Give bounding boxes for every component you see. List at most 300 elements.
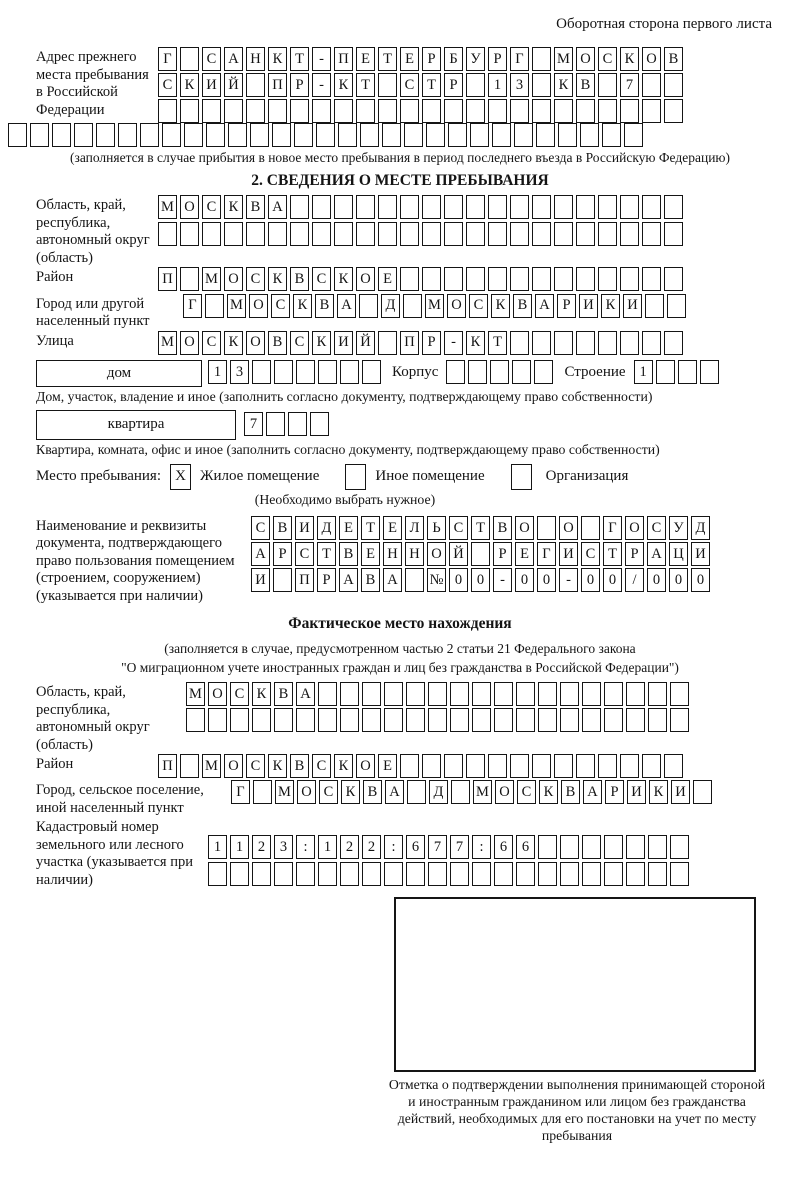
- char-box[interactable]: [378, 73, 397, 97]
- char-box[interactable]: А: [647, 542, 666, 566]
- char-box[interactable]: [678, 360, 697, 384]
- char-box[interactable]: [582, 835, 601, 859]
- char-box[interactable]: О: [625, 516, 644, 540]
- char-box[interactable]: [516, 682, 535, 706]
- char-box[interactable]: [470, 123, 489, 147]
- char-box[interactable]: [576, 195, 595, 219]
- char-box[interactable]: [534, 360, 553, 384]
- char-box[interactable]: 7: [244, 412, 263, 436]
- char-box[interactable]: О: [246, 331, 265, 355]
- char-box[interactable]: [670, 682, 689, 706]
- char-box[interactable]: К: [334, 267, 353, 291]
- char-box[interactable]: 1: [488, 73, 507, 97]
- char-box[interactable]: [554, 267, 573, 291]
- char-box[interactable]: [252, 360, 271, 384]
- char-box[interactable]: [642, 195, 661, 219]
- char-box[interactable]: Г: [158, 47, 177, 71]
- char-box[interactable]: С: [202, 47, 221, 71]
- char-box[interactable]: [403, 294, 422, 318]
- char-box[interactable]: [162, 123, 181, 147]
- char-box[interactable]: [428, 862, 447, 886]
- char-box[interactable]: К: [341, 780, 360, 804]
- char-box[interactable]: [444, 754, 463, 778]
- char-box[interactable]: [180, 99, 199, 123]
- char-box[interactable]: [228, 123, 247, 147]
- char-box[interactable]: С: [230, 682, 249, 706]
- char-box[interactable]: [510, 754, 529, 778]
- char-box[interactable]: И: [295, 516, 314, 540]
- char-box[interactable]: [180, 267, 199, 291]
- char-box[interactable]: [407, 780, 426, 804]
- char-box[interactable]: В: [513, 294, 532, 318]
- char-box[interactable]: 0: [537, 568, 556, 592]
- char-box[interactable]: [598, 331, 617, 355]
- char-box[interactable]: [466, 222, 485, 246]
- char-box[interactable]: М: [202, 754, 221, 778]
- char-box[interactable]: 7: [450, 835, 469, 859]
- char-box[interactable]: [230, 708, 249, 732]
- char-box[interactable]: 0: [669, 568, 688, 592]
- char-box[interactable]: [180, 222, 199, 246]
- char-box[interactable]: 0: [647, 568, 666, 592]
- char-box[interactable]: 1: [318, 835, 337, 859]
- char-box[interactable]: [202, 222, 221, 246]
- char-box[interactable]: 1: [634, 360, 653, 384]
- char-box[interactable]: А: [385, 780, 404, 804]
- char-box[interactable]: 6: [516, 835, 535, 859]
- char-box[interactable]: Р: [444, 73, 463, 97]
- char-box[interactable]: [560, 708, 579, 732]
- char-box[interactable]: О: [180, 195, 199, 219]
- char-box[interactable]: [626, 835, 645, 859]
- char-box[interactable]: [670, 708, 689, 732]
- char-box[interactable]: Е: [383, 516, 402, 540]
- char-box[interactable]: [208, 862, 227, 886]
- char-box[interactable]: [554, 754, 573, 778]
- char-box[interactable]: [406, 682, 425, 706]
- char-box[interactable]: [224, 99, 243, 123]
- char-box[interactable]: М: [186, 682, 205, 706]
- char-box[interactable]: С: [581, 542, 600, 566]
- char-box[interactable]: 1: [230, 835, 249, 859]
- char-box[interactable]: В: [290, 267, 309, 291]
- char-box[interactable]: [296, 360, 315, 384]
- char-box[interactable]: [510, 195, 529, 219]
- char-box[interactable]: П: [400, 331, 419, 355]
- char-box[interactable]: [52, 123, 71, 147]
- char-box[interactable]: [532, 754, 551, 778]
- char-box[interactable]: [554, 222, 573, 246]
- char-box[interactable]: [384, 682, 403, 706]
- char-box[interactable]: [648, 682, 667, 706]
- char-box[interactable]: [359, 294, 378, 318]
- char-box[interactable]: [338, 123, 357, 147]
- char-box[interactable]: [598, 195, 617, 219]
- char-box[interactable]: 3: [230, 360, 249, 384]
- char-box[interactable]: [428, 682, 447, 706]
- char-box[interactable]: И: [202, 73, 221, 97]
- char-box[interactable]: 6: [494, 835, 513, 859]
- char-box[interactable]: [576, 222, 595, 246]
- char-box[interactable]: [624, 123, 643, 147]
- char-box[interactable]: -: [312, 73, 331, 97]
- char-box[interactable]: [310, 412, 329, 436]
- char-box[interactable]: [362, 862, 381, 886]
- char-box[interactable]: :: [296, 835, 315, 859]
- char-box[interactable]: [560, 862, 579, 886]
- char-box[interactable]: Ц: [669, 542, 688, 566]
- char-box[interactable]: [642, 331, 661, 355]
- char-box[interactable]: С: [312, 754, 331, 778]
- char-box[interactable]: [554, 99, 573, 123]
- char-box[interactable]: В: [561, 780, 580, 804]
- char-box[interactable]: -: [444, 331, 463, 355]
- char-box[interactable]: [492, 123, 511, 147]
- char-box[interactable]: [158, 222, 177, 246]
- char-box[interactable]: [362, 360, 381, 384]
- char-box[interactable]: [468, 360, 487, 384]
- char-box[interactable]: [446, 360, 465, 384]
- char-box[interactable]: [312, 195, 331, 219]
- char-box[interactable]: [290, 99, 309, 123]
- char-box[interactable]: [604, 708, 623, 732]
- char-box[interactable]: [642, 754, 661, 778]
- char-box[interactable]: В: [290, 754, 309, 778]
- char-box[interactable]: Е: [361, 542, 380, 566]
- char-box[interactable]: [356, 222, 375, 246]
- char-box[interactable]: [538, 682, 557, 706]
- char-box[interactable]: [488, 195, 507, 219]
- char-box[interactable]: О: [559, 516, 578, 540]
- char-box[interactable]: [184, 123, 203, 147]
- char-box[interactable]: Г: [537, 542, 556, 566]
- char-box[interactable]: [30, 123, 49, 147]
- char-box[interactable]: К: [180, 73, 199, 97]
- char-box[interactable]: В: [361, 568, 380, 592]
- char-box[interactable]: [205, 294, 224, 318]
- char-box[interactable]: В: [274, 682, 293, 706]
- char-box[interactable]: К: [539, 780, 558, 804]
- char-box[interactable]: Д: [691, 516, 710, 540]
- char-box[interactable]: [598, 73, 617, 97]
- char-box[interactable]: П: [158, 754, 177, 778]
- char-box[interactable]: К: [620, 47, 639, 71]
- char-box[interactable]: [296, 862, 315, 886]
- char-box[interactable]: [406, 862, 425, 886]
- char-box[interactable]: [273, 568, 292, 592]
- char-box[interactable]: [340, 682, 359, 706]
- char-box[interactable]: [576, 754, 595, 778]
- char-box[interactable]: -: [312, 47, 331, 71]
- char-box[interactable]: [400, 267, 419, 291]
- char-box[interactable]: [422, 267, 441, 291]
- char-box[interactable]: [532, 222, 551, 246]
- char-box[interactable]: [560, 835, 579, 859]
- char-box[interactable]: [581, 516, 600, 540]
- char-box[interactable]: [626, 862, 645, 886]
- char-box[interactable]: [664, 331, 683, 355]
- char-box[interactable]: Д: [317, 516, 336, 540]
- char-box[interactable]: [488, 99, 507, 123]
- char-box[interactable]: С: [158, 73, 177, 97]
- char-box[interactable]: [224, 222, 243, 246]
- char-box[interactable]: [272, 123, 291, 147]
- char-box[interactable]: Г: [183, 294, 202, 318]
- char-box[interactable]: [8, 123, 27, 147]
- char-box[interactable]: К: [224, 331, 243, 355]
- char-box[interactable]: [642, 222, 661, 246]
- char-box[interactable]: [620, 195, 639, 219]
- char-box[interactable]: [378, 222, 397, 246]
- char-box[interactable]: [558, 123, 577, 147]
- char-box[interactable]: П: [334, 47, 353, 71]
- char-box[interactable]: [700, 360, 719, 384]
- char-box[interactable]: В: [664, 47, 683, 71]
- char-box[interactable]: [340, 360, 359, 384]
- char-box[interactable]: [186, 708, 205, 732]
- char-box[interactable]: С: [449, 516, 468, 540]
- char-box[interactable]: [450, 708, 469, 732]
- char-box[interactable]: -: [493, 568, 512, 592]
- char-box[interactable]: К: [334, 754, 353, 778]
- char-box[interactable]: [512, 360, 531, 384]
- char-box[interactable]: К: [334, 73, 353, 97]
- char-box[interactable]: [406, 708, 425, 732]
- char-box[interactable]: М: [473, 780, 492, 804]
- char-box[interactable]: К: [268, 267, 287, 291]
- char-box[interactable]: [312, 99, 331, 123]
- char-box[interactable]: [472, 682, 491, 706]
- char-box[interactable]: [532, 331, 551, 355]
- char-box[interactable]: [444, 195, 463, 219]
- char-box[interactable]: [400, 754, 419, 778]
- char-box[interactable]: А: [383, 568, 402, 592]
- char-box[interactable]: [246, 222, 265, 246]
- char-box[interactable]: [274, 708, 293, 732]
- char-box[interactable]: Т: [290, 47, 309, 71]
- char-box[interactable]: [180, 754, 199, 778]
- char-box[interactable]: И: [671, 780, 690, 804]
- char-box[interactable]: [538, 708, 557, 732]
- char-box[interactable]: [450, 682, 469, 706]
- char-box[interactable]: [576, 267, 595, 291]
- char-box[interactable]: Т: [488, 331, 507, 355]
- char-box[interactable]: Н: [383, 542, 402, 566]
- char-box[interactable]: Д: [381, 294, 400, 318]
- char-box[interactable]: Й: [449, 542, 468, 566]
- char-box[interactable]: И: [559, 542, 578, 566]
- char-box[interactable]: [400, 99, 419, 123]
- char-box[interactable]: В: [246, 195, 265, 219]
- char-box[interactable]: [318, 708, 337, 732]
- char-box[interactable]: [318, 682, 337, 706]
- residence-type-checkbox-zhiloe[interactable]: X: [170, 464, 191, 490]
- char-box[interactable]: М: [202, 267, 221, 291]
- char-box[interactable]: [536, 123, 555, 147]
- char-box[interactable]: [340, 862, 359, 886]
- char-box[interactable]: С: [312, 267, 331, 291]
- char-box[interactable]: [382, 123, 401, 147]
- char-box[interactable]: 2: [340, 835, 359, 859]
- char-box[interactable]: [252, 708, 271, 732]
- char-box[interactable]: 6: [406, 835, 425, 859]
- char-box[interactable]: С: [246, 267, 265, 291]
- char-box[interactable]: [471, 542, 490, 566]
- char-box[interactable]: П: [268, 73, 287, 97]
- char-box[interactable]: [448, 123, 467, 147]
- char-box[interactable]: С: [400, 73, 419, 97]
- char-box[interactable]: [208, 708, 227, 732]
- char-box[interactable]: А: [535, 294, 554, 318]
- char-box[interactable]: Г: [510, 47, 529, 71]
- char-box[interactable]: [422, 195, 441, 219]
- char-box[interactable]: [356, 195, 375, 219]
- char-box[interactable]: [510, 331, 529, 355]
- char-box[interactable]: А: [296, 682, 315, 706]
- char-box[interactable]: [554, 195, 573, 219]
- char-box[interactable]: Р: [625, 542, 644, 566]
- char-box[interactable]: [356, 99, 375, 123]
- char-box[interactable]: А: [224, 47, 243, 71]
- char-box[interactable]: [514, 123, 533, 147]
- char-box[interactable]: :: [384, 835, 403, 859]
- char-box[interactable]: [428, 708, 447, 732]
- char-box[interactable]: М: [158, 195, 177, 219]
- char-box[interactable]: К: [466, 331, 485, 355]
- char-box[interactable]: С: [271, 294, 290, 318]
- char-box[interactable]: А: [339, 568, 358, 592]
- char-box[interactable]: [472, 862, 491, 886]
- char-box[interactable]: В: [273, 516, 292, 540]
- char-box[interactable]: О: [208, 682, 227, 706]
- char-box[interactable]: О: [224, 754, 243, 778]
- char-box[interactable]: С: [290, 331, 309, 355]
- char-box[interactable]: [230, 862, 249, 886]
- char-box[interactable]: [202, 99, 221, 123]
- char-box[interactable]: [488, 267, 507, 291]
- char-box[interactable]: -: [559, 568, 578, 592]
- char-box[interactable]: [274, 360, 293, 384]
- char-box[interactable]: М: [275, 780, 294, 804]
- char-box[interactable]: Р: [422, 331, 441, 355]
- char-box[interactable]: Т: [422, 73, 441, 97]
- char-box[interactable]: [400, 222, 419, 246]
- char-box[interactable]: №: [427, 568, 446, 592]
- char-box[interactable]: Т: [471, 516, 490, 540]
- char-box[interactable]: [648, 835, 667, 859]
- char-box[interactable]: Г: [231, 780, 250, 804]
- char-box[interactable]: [620, 99, 639, 123]
- char-box[interactable]: [494, 708, 513, 732]
- char-box[interactable]: О: [447, 294, 466, 318]
- char-box[interactable]: [288, 412, 307, 436]
- char-box[interactable]: [648, 862, 667, 886]
- char-box[interactable]: В: [268, 331, 287, 355]
- char-box[interactable]: Е: [378, 267, 397, 291]
- char-box[interactable]: О: [249, 294, 268, 318]
- char-box[interactable]: Т: [361, 516, 380, 540]
- char-box[interactable]: С: [295, 542, 314, 566]
- char-box[interactable]: К: [224, 195, 243, 219]
- char-box[interactable]: 7: [428, 835, 447, 859]
- char-box[interactable]: У: [669, 516, 688, 540]
- char-box[interactable]: О: [495, 780, 514, 804]
- char-box[interactable]: [444, 99, 463, 123]
- char-box[interactable]: Р: [317, 568, 336, 592]
- char-box[interactable]: [538, 835, 557, 859]
- char-box[interactable]: К: [554, 73, 573, 97]
- char-box[interactable]: Р: [605, 780, 624, 804]
- char-box[interactable]: [268, 99, 287, 123]
- char-box[interactable]: [576, 99, 595, 123]
- char-box[interactable]: [642, 267, 661, 291]
- char-box[interactable]: [253, 780, 272, 804]
- char-box[interactable]: [510, 222, 529, 246]
- char-box[interactable]: С: [598, 47, 617, 71]
- char-box[interactable]: Т: [317, 542, 336, 566]
- char-box[interactable]: К: [252, 682, 271, 706]
- char-box[interactable]: [404, 123, 423, 147]
- char-box[interactable]: [626, 682, 645, 706]
- char-box[interactable]: Й: [224, 73, 243, 97]
- char-box[interactable]: [490, 360, 509, 384]
- char-box[interactable]: 1: [208, 835, 227, 859]
- char-box[interactable]: :: [472, 835, 491, 859]
- char-box[interactable]: [620, 754, 639, 778]
- char-box[interactable]: [384, 862, 403, 886]
- char-box[interactable]: [604, 835, 623, 859]
- char-box[interactable]: [598, 99, 617, 123]
- char-box[interactable]: 2: [252, 835, 271, 859]
- char-box[interactable]: [362, 682, 381, 706]
- char-box[interactable]: [582, 708, 601, 732]
- char-box[interactable]: [466, 73, 485, 97]
- char-box[interactable]: [158, 99, 177, 123]
- char-box[interactable]: И: [627, 780, 646, 804]
- char-box[interactable]: [554, 331, 573, 355]
- char-box[interactable]: [290, 195, 309, 219]
- char-box[interactable]: [620, 267, 639, 291]
- char-box[interactable]: [274, 862, 293, 886]
- char-box[interactable]: [516, 862, 535, 886]
- char-box[interactable]: [252, 862, 271, 886]
- char-box[interactable]: Р: [422, 47, 441, 71]
- char-box[interactable]: [510, 267, 529, 291]
- char-box[interactable]: [532, 73, 551, 97]
- char-box[interactable]: О: [427, 542, 446, 566]
- char-box[interactable]: 0: [691, 568, 710, 592]
- char-box[interactable]: С: [517, 780, 536, 804]
- char-box[interactable]: [670, 862, 689, 886]
- char-box[interactable]: /: [625, 568, 644, 592]
- char-box[interactable]: Е: [515, 542, 534, 566]
- char-box[interactable]: К: [491, 294, 510, 318]
- char-box[interactable]: [642, 99, 661, 123]
- char-box[interactable]: М: [554, 47, 573, 71]
- char-box[interactable]: Р: [273, 542, 292, 566]
- char-box[interactable]: 7: [620, 73, 639, 97]
- char-box[interactable]: М: [425, 294, 444, 318]
- char-box[interactable]: [180, 47, 199, 71]
- char-box[interactable]: О: [515, 516, 534, 540]
- char-box[interactable]: К: [268, 754, 287, 778]
- char-box[interactable]: [670, 835, 689, 859]
- char-box[interactable]: [405, 568, 424, 592]
- char-box[interactable]: [488, 222, 507, 246]
- char-box[interactable]: [642, 73, 661, 97]
- char-box[interactable]: 0: [515, 568, 534, 592]
- char-box[interactable]: [582, 862, 601, 886]
